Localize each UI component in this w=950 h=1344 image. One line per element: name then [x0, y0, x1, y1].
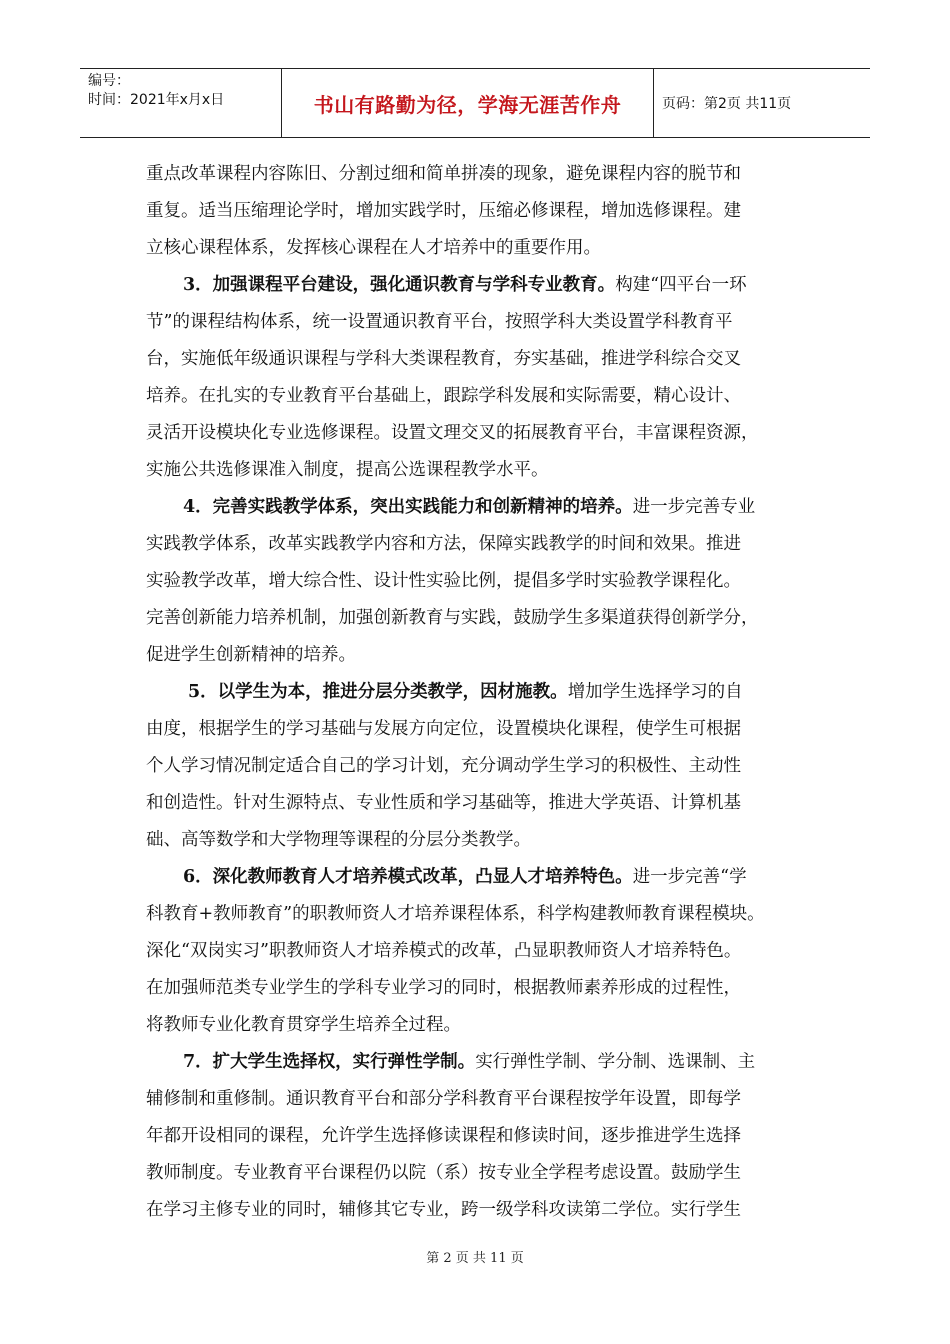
footer-page-number: 第 2 页 共 11 页 — [426, 1251, 524, 1266]
text-line: 台，实施低年级通识课程与学科大类课程教育，夯实基础，推进学科综合交叉 — [146, 349, 741, 369]
text-line: 重点改革课程内容陈旧、分割过细和简单拼凑的现象，避免课程内容的脱节和 — [146, 164, 741, 184]
section-heading: 3．加强课程平台建设，强化通识教育与学科专业教育。 — [183, 275, 616, 295]
text-line: 和创造性。针对生源特点、专业性质和学习基础等，推进大学英语、计算机基 — [146, 793, 741, 813]
document-time-label: 时间：2021年x月x日 — [88, 92, 225, 108]
section-heading-line: 3．加强课程平台建设，强化通识教育与学科专业教育。构建“四平台一环 — [183, 275, 747, 295]
text-line: 实验教学改革，增大综合性、设计性实验比例，提倡多学时实验教学课程化。 — [146, 571, 741, 591]
header-motto-cell — [282, 69, 654, 137]
text-line: 教师制度。专业教育平台课程仍以院（系）按专业全学程考虑设置。鼓励学生 — [146, 1163, 741, 1183]
text-line: 节”的课程结构体系，统一设置通识教育平台，按照学科大类设置学科教育平 — [146, 312, 733, 332]
page-footer — [0, 1247, 950, 1266]
text-line: 在学习主修专业的同时，辅修其它专业，跨一级学科攻读第二学位。实行学生 — [146, 1200, 741, 1220]
document-number-label: 编号： — [88, 73, 130, 89]
section-heading: 7．扩大学生选择权，实行弹性学制。 — [183, 1052, 476, 1072]
text-line: 立核心课程体系，发挥核心课程在人才培养中的重要作用。 — [146, 238, 601, 258]
text-line: 由度，根据学生的学习基础与发展方向定位，设置模块化课程，使学生可根据 — [146, 719, 741, 739]
section-heading: 4．完善实践教学体系，突出实践能力和创新精神的培养。 — [183, 497, 633, 517]
document-body — [146, 156, 810, 1229]
section-heading-line: 4．完善实践教学体系，突出实践能力和创新精神的培养。进一步完善专业 — [183, 497, 756, 517]
header-meta — [80, 69, 282, 137]
section-heading: 6．深化教师教育人才培养模式改革，凸显人才培养特色。 — [183, 867, 633, 887]
text-line: 个人学习情况制定适合自己的学习计划，充分调动学生学习的积极性、主动性 — [146, 756, 741, 776]
text-line: 辅修制和重修制。通识教育平台和部分学科教育平台课程按学年设置，即每学 — [146, 1089, 741, 1109]
text-line: 将教师专业化教育贯穿学生培养全过程。 — [146, 1015, 461, 1035]
section-heading-line: 5．以学生为本，推进分层分类教学，因材施教。增加学生选择学习的自 — [188, 682, 743, 702]
text-line: 完善创新能力培养机制，加强创新教育与实践，鼓励学生多渠道获得创新学分， — [146, 608, 759, 628]
text-line: 培养。在扎实的专业教育平台基础上，跟踪学科发展和实际需要，精心设计、 — [146, 386, 741, 406]
section-heading-line: 6．深化教师教育人才培养模式改革，凸显人才培养特色。进一步完善“学 — [183, 867, 747, 887]
section-heading-line: 7．扩大学生选择权，实行弹性学制。实行弹性学制、学分制、选课制、主 — [183, 1052, 756, 1072]
text-line: 深化“双岗实习”职教师资人才培养模式的改革，凸显职教师资人才培养特色。 — [146, 941, 742, 961]
text-line: 促进学生创新精神的培养。 — [146, 645, 356, 665]
header-motto: 书山有路勤为径，学海无涯苦作舟 — [313, 92, 622, 117]
text-line: 实践教学体系，改革实践教学内容和方法，保障实践教学的时间和效果。推进 — [146, 534, 741, 554]
section-heading: 5．以学生为本，推进分层分类教学，因材施教。 — [188, 682, 568, 702]
text-line: 实施公共选修课准入制度，提高公选课程教学水平。 — [146, 460, 549, 480]
header-page-code: 页码：第2页 共11页 — [662, 96, 792, 112]
text-line: 灵活开设模块化专业选修课程。设置文理交叉的拓展教育平台，丰富课程资源， — [146, 423, 759, 443]
text-line: 科教育+教师教育”的职教师资人才培养课程体系，科学构建教师教育课程模块。 — [146, 904, 765, 924]
header-page-code-cell — [654, 69, 870, 137]
text-line: 重复。适当压缩理论学时，增加实践学时，压缩必修课程，增加选修课程。建 — [146, 201, 741, 221]
page-header — [80, 68, 870, 138]
text-line: 在加强师范类专业学生的学科专业学习的同时，根据教师素养形成的过程性， — [146, 978, 741, 998]
text-line: 础、高等数学和大学物理等课程的分层分类教学。 — [146, 830, 531, 850]
text-line: 年都开设相同的课程，允许学生选择修读课程和修读时间，逐步推进学生选择 — [146, 1126, 741, 1146]
